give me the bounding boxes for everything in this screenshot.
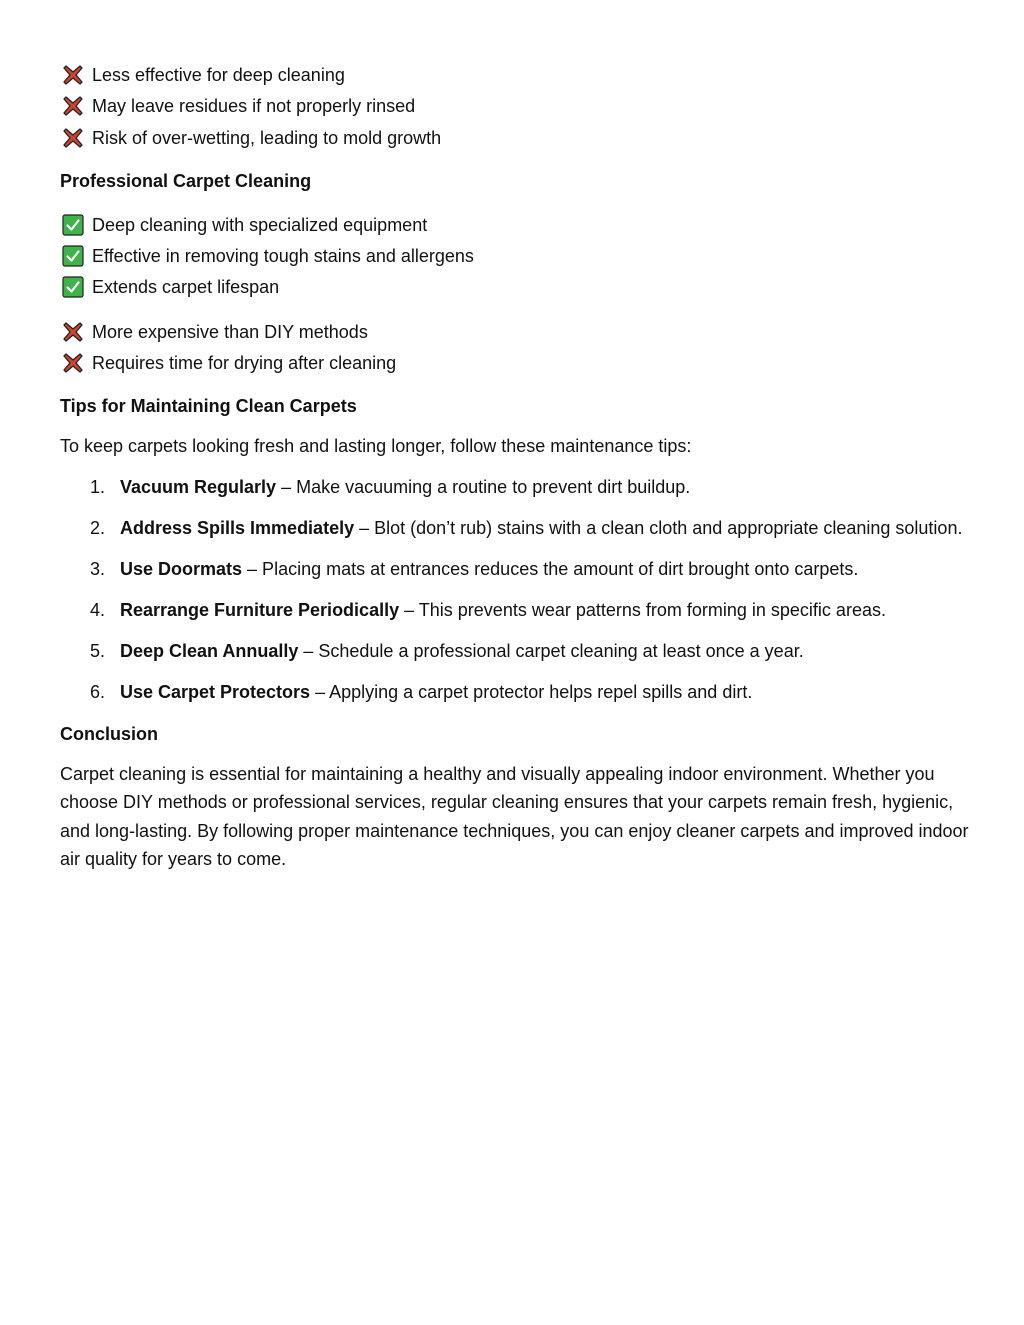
cross-mark-icon bbox=[62, 95, 84, 117]
tip-title: Use Carpet Protectors bbox=[120, 681, 311, 702]
list-item bbox=[60, 637, 970, 665]
tip-title: Rearrange Furniture Periodically bbox=[120, 599, 400, 620]
con-text: May leave residues if not properly rinsed bbox=[92, 96, 416, 117]
con-item bbox=[60, 60, 970, 91]
con-item bbox=[60, 317, 970, 348]
list-item bbox=[60, 678, 970, 706]
list-number: 4. bbox=[90, 599, 106, 620]
tips-list bbox=[60, 473, 970, 706]
list-number: 5. bbox=[90, 640, 106, 661]
document-page bbox=[60, 60, 970, 874]
con-text: Less effective for deep cleaning bbox=[92, 65, 345, 85]
check-mark-icon bbox=[62, 214, 84, 236]
section-heading-professional: Professional Carpet Cleaning bbox=[60, 170, 312, 191]
cross-mark-icon bbox=[62, 321, 84, 343]
cross-mark-icon bbox=[62, 352, 84, 374]
pro-text: Extends carpet lifespan bbox=[92, 277, 280, 298]
cons-list-diy bbox=[60, 60, 970, 154]
cross-mark-icon bbox=[62, 64, 84, 86]
pros-list-professional bbox=[60, 210, 970, 304]
tip-text: – Placing mats at entrances reduces the amount of dirt brought onto carpets. bbox=[242, 558, 859, 579]
con-text: Risk of over-wetting, leading to mold growth bbox=[92, 127, 442, 148]
con-item bbox=[60, 91, 970, 122]
list-number: 2. bbox=[90, 517, 106, 538]
tip-text: – Make vacuuming a routine to prevent dirt buildup. bbox=[276, 476, 691, 497]
list-number: 1. bbox=[90, 476, 106, 497]
conclusion-paragraph: Carpet cleaning is essential for maintaining a healthy and visually appealing indoor environment. Whether you choose DIY methods or professional services, regular cleaning ensures that your carpets remain fresh, hygienic, and long-lasting. By following proper maintenance techniques, you can enjoy cleaner carpets and improved indoor air quality for years to come. bbox=[60, 763, 969, 870]
section-heading-conclusion: Conclusion bbox=[60, 723, 158, 744]
pro-item bbox=[60, 241, 970, 272]
pro-text: Effective in removing tough stains and allergens bbox=[92, 246, 474, 267]
tip-text: – This prevents wear patterns from forming in specific areas. bbox=[399, 599, 886, 620]
list-number: 3. bbox=[90, 558, 106, 579]
list-item bbox=[60, 596, 970, 624]
pro-item bbox=[60, 210, 970, 241]
check-mark-icon bbox=[62, 276, 84, 298]
tip-title: Vacuum Regularly bbox=[120, 476, 277, 497]
section-heading-tips: Tips for Maintaining Clean Carpets bbox=[60, 396, 357, 417]
list-item bbox=[60, 473, 970, 501]
check-mark-icon bbox=[62, 245, 84, 267]
tip-text: – Schedule a professional carpet cleaning at least once a year. bbox=[298, 640, 804, 661]
con-text: Requires time for drying after cleaning bbox=[92, 353, 397, 374]
tip-title: Address Spills Immediately bbox=[120, 517, 355, 538]
tip-text: – Applying a carpet protector helps repel spills and dirt. bbox=[310, 681, 753, 702]
con-text: More expensive than DIY methods bbox=[92, 321, 368, 342]
tip-title: Use Doormats bbox=[120, 558, 243, 579]
list-item bbox=[60, 514, 970, 542]
cross-mark-icon bbox=[62, 127, 84, 149]
pro-item bbox=[60, 272, 970, 303]
tip-title: Deep Clean Annually bbox=[120, 640, 299, 661]
list-number: 6. bbox=[90, 681, 106, 702]
tip-text: – Blot (don’t rub) stains with a clean cloth and appropriate cleaning solution. bbox=[354, 517, 963, 538]
pro-text: Deep cleaning with specialized equipment bbox=[92, 214, 428, 235]
list-item bbox=[60, 555, 970, 583]
tips-intro: To keep carpets looking fresh and lasting longer, follow these maintenance tips: bbox=[60, 436, 692, 457]
cons-list-professional bbox=[60, 317, 970, 380]
con-item bbox=[60, 348, 970, 379]
con-item bbox=[60, 123, 970, 154]
